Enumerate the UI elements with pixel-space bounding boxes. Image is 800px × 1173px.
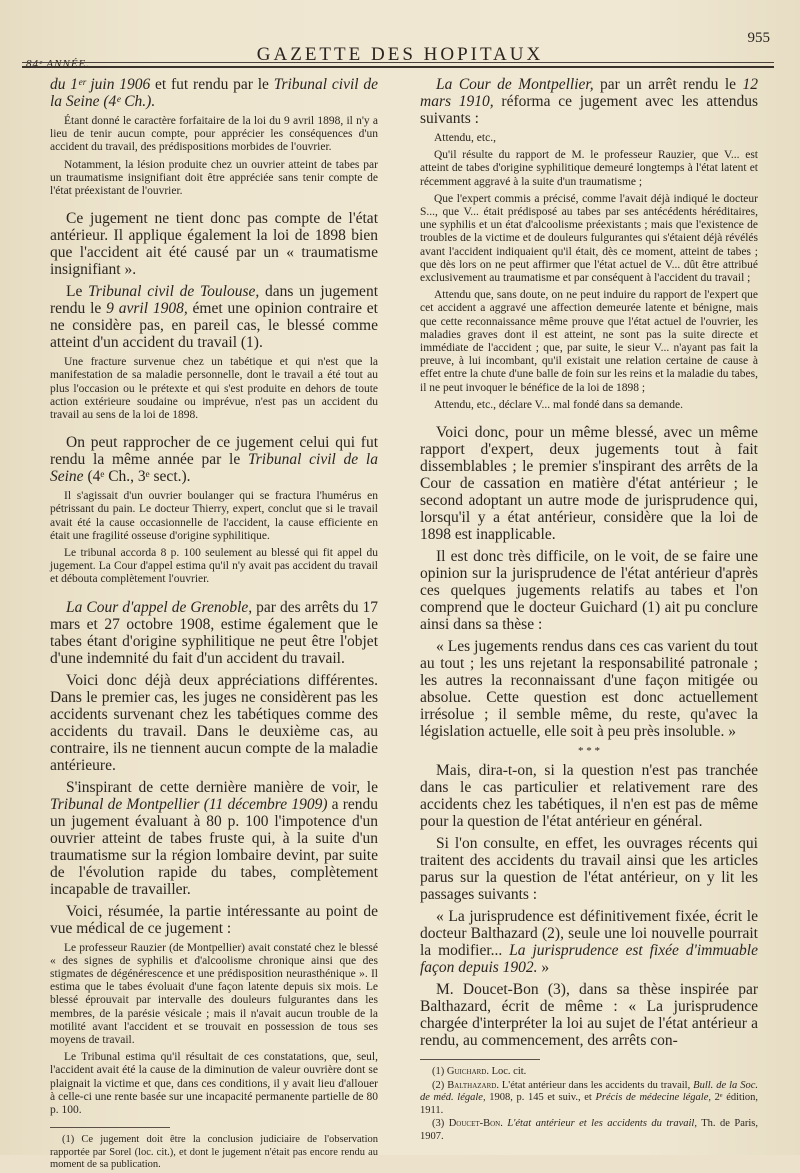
summary-paragraph: Une fracture survenue chez un tabétique et qui n'est que la manifestation de sa maladie personnelle, dont le travail a été tout au plus l'occasion ou le prétexte et qui s'est produite en dehors de toute action extérieure soudaine ou imprévue, n'est pas un accident du travail au sens de la loi de 1898.	[50, 356, 378, 422]
footnote: (2) Balthazard. L'état antérieur dans les accidents du travail, Bull. de la Soc. de méd. légale, 1908, p. 145 et suiv., et Précis de médecine légale, 2ᵉ édition, 1911.	[420, 1079, 759, 1116]
footnote-rule	[50, 1127, 170, 1128]
paragraph: Voici donc déjà deux appréciations différentes. Dans le premier cas, les juges ne considèrent pas les accidents survenant chez les tabétiques comme des accidents du travail. Dans le deuxième cas, au contraire, ils ne tiennent aucun compte de la maladie antérieure.	[50, 671, 378, 774]
court-name: La Cour de Montpellier,	[436, 76, 594, 93]
text-run: L'état antérieur dans les accidents du travail,	[498, 1079, 694, 1091]
text-run: Th. de Paris, 1907.	[420, 1118, 758, 1142]
page-number: 955	[747, 30, 770, 46]
summary-paragraph: Le tribunal accorda 8 p. 100 seulement au blessé qui fit appel du jugement. La Cour d'appel estima qu'il n'y avait pas accident du travail et débouta complètement l'ouvrier.	[50, 547, 378, 586]
summary-paragraph: Étant donné le caractère forfaitaire de la loi du 9 avril 1898, il n'y a lieu de tenir aucun compte, pour apprécier les conséquences d'un accident du travail, des prédispositions morbides de l'ouvrier.	[50, 115, 378, 154]
footnote: (1) Ce jugement doit être la conclusion judiciaire de l'observation rapportée par Sorel (loc. cit.), et dont le jugement n'était pas encore rendu au moment de sa publication.	[50, 1134, 378, 1171]
date-italic: 9 avril 1908,	[106, 300, 188, 318]
text-run: S'inspirant de cette dernière manière de voir, le	[66, 778, 378, 796]
text-run: « La jurisprudence est définitivement fixée, écrit le docteur Balthazard (2), seule une loi nouvelle pourrait la modifier...	[420, 908, 758, 960]
paragraph	[50, 76, 378, 110]
paragraph: Si l'on consulte, en effet, les ouvrages récents qui traitent des accidents du travail ainsi que les articles parus sur la question de l'état antérieur, on y lit les passages suivants :	[420, 835, 758, 904]
court-name: Tribunal civil de Toulouse,	[88, 283, 260, 301]
italic-ref: L'état antérieur et les accidents du travail,	[502, 1118, 697, 1130]
italic-quote: La jurisprudence est fixée d'immuable façon depuis 1902.	[420, 942, 758, 977]
italic-ref: Bull. de la Soc. de méd. légale,	[420, 1079, 758, 1104]
summary-paragraph: Le Tribunal estima qu'il résultait de ces constatations, que, seul, l'accident avait été la cause de la diminution de valeur ouvrière dont se plaignait la victime et que, dans ces conditions, il y avait lieu d'allouer à celle-ci une rente basée sur une incapacité permanente partielle de 80 p. 100.	[50, 1051, 378, 1117]
footnote-rule	[420, 1059, 540, 1060]
summary-paragraph: Que l'expert commis a précisé, comme l'avait déjà indiqué le docteur S..., que V... était prédisposé au tabes par ses antécédents héréditaires, une syphilis et un état d'alcoolisme préexistants ; mais que l'existence de troubles de la victime et de douleurs fulgurantes qui s'étaient déjà révélés avant l'accident indiquaient qu'il était, dès ce moment, atteint de tabes ; que dès lors on ne peut affirmer que l'état actuel de V... dût être attribué exclusivement au traumatisme et par conséquent à l'accident du travail ;	[420, 192, 758, 285]
left-column	[50, 76, 378, 1173]
summary-paragraph: Notamment, la lésion produite chez un ouvrier atteint de tabes par un traumatisme insignifiant doit être appréciée sans tenir compte de l'état préexistant de l'ouvrier.	[50, 158, 378, 198]
text-run: a rendu un jugement évaluant à 80 p. 100 l'impotence d'un ouvrier atteint de tabes fruste qui, à la suite d'un traumatisme sur la région lombaire devint, par suite de l'évolution rapide du tabes, complètement incapable de travailler.	[50, 795, 379, 898]
footnote: (3) Doucet-Bon. L'état antérieur et les accidents du travail, Th. de Paris, 1907.	[420, 1118, 758, 1142]
quotation-paragraph: « Les jugements rendus dans ces cas varient du tout au tout ; les uns rejetant la responsabilité patronale ; les autres la reconnaissant d'une façon mitigée ou absolue. Cette question est donc actuellement irrésolue ; il semble même, du reste, qu'avec la législation actuelle, elle soit à peu près insoluble. »	[420, 638, 758, 741]
header-rule-thick	[22, 66, 774, 68]
paragraph: Il est donc très difficile, on le voit, de se faire une opinion sur la jurisprudence de l'état antérieur d'après ces quelques jugements relatifs au tabes et l'on comprend que le docteur Guichard (1) ait pu conclure ainsi dans sa thèse :	[420, 548, 758, 634]
court-name: Tribunal civil de la Seine (4ᵉ Ch.).	[50, 76, 378, 110]
text-run: 2ᵉ édition, 1911.	[420, 1092, 759, 1116]
author-name: Doucet-Bon.	[448, 1118, 503, 1130]
right-column	[420, 76, 758, 1144]
summary-paragraph: Le professeur Rauzier (de Montpellier) avait constaté chez le blessé « des signes de syphilis et d'alcoolisme chronique ainsi que des stigmates de dégénérescence et une prédisposition neurasthénique ». Il estima que le tabes évoluait d'une façon latente depuis six mois. Le blessé éprouvait par intervalle des douleurs fulgurantes dans les membres, de la parésie vésicale ; mais il n'avait aucun trouble de la motilité avant l'accident et se trouvait en possession de tous ses moyens de travail.	[50, 941, 378, 1047]
header-rule-thin	[22, 62, 774, 63]
footnote: (1) Guichard. Loc. cit.	[432, 1066, 527, 1078]
paragraph	[50, 283, 378, 351]
text-run: par un arrêt rendu le	[593, 76, 743, 93]
summary-paragraph: Attendu que, sans doute, on ne peut induire du rapport de l'expert que cet accident a aggravé une affection demeurée latente et bénigne, mais que cette reconnaissance même prouve que l'état actuel de l'ouvrier, les maladies graves dont il est atteint, ne sont pas la suite directe et immédiate de l'accident ; que, par suite, le sieur V... n'ayant pas fait la preuve, à lui incombant, qu'il existait une relation certaine de cause à effet entre la chute d'une balle de foin sur les reins et la maladie du tabes, il ne peut invoquer le bénéfice de la loi de 1898 ;	[420, 289, 758, 394]
paragraph: M. Doucet-Bon (3), dans sa thèse inspirée par Balthazard, écrit de même : « La jurisprudence chargée d'interpréter la loi au sujet de l'état antérieur a rendu, au commencement, des arrêts con-	[420, 981, 758, 1050]
paragraph: Ce jugement ne tient donc pas compte de l'état antérieur. Il applique également la loi de 1898 bien que l'accident ait été causé par un « traumatisme insignifiant ».	[50, 210, 378, 279]
journal-title: GAZETTE DES HOPITAUX	[256, 44, 544, 65]
paragraph	[420, 76, 758, 127]
page-header	[0, 26, 800, 70]
year-label: 84ᵉ ANNÉE.	[26, 58, 91, 70]
court-name: Tribunal de Montpellier	[50, 795, 200, 813]
quotation-paragraph	[420, 908, 758, 976]
paragraph: Voici donc, pour un même blessé, avec un même rapport d'expert, deux jugements tout à fait dissemblables ; le premier s'inspirant des arrêts de la Cour de cassation en matière d'état antérieur ; le second adoptant un autre mode de jurisprudence qui, lorsqu'il y a état antérieur, considère que la loi de 1898 est inapplicable.	[420, 424, 758, 544]
date-italic: du 1ᵉʳ juin 1906	[50, 76, 151, 93]
summary-paragraph: Attendu, etc.,	[434, 132, 496, 144]
author-name: Balthazard.	[447, 1079, 499, 1091]
text-run: émet une opinion contraire et ne considère pas, en pareil cas, le blessé comme atteint d'un accident du travail (1).	[50, 300, 378, 352]
paragraph	[50, 599, 378, 667]
summary-paragraph: Qu'il résulte du rapport de M. le professeur Rauzier, que V... est atteint de tabes d'origine syphilitique demeuré longtemps à l'état latent et récemment aggravé à la suite d'un traumatisme ;	[420, 149, 758, 188]
court-name: La Cour d'appel de Grenoble,	[66, 598, 253, 616]
text-run: et fut rendu par le	[150, 76, 274, 93]
text-run: Loc. cit.	[488, 1066, 527, 1078]
summary-paragraph: Attendu, etc., déclare V... mal fondé dans sa demande.	[434, 398, 683, 411]
text-run: 1908, p. 145 et suiv., et	[485, 1092, 596, 1104]
paragraph: Mais, dira-t-on, si la question n'est pas tranchée dans le cas particulier et relativement rare des accidents chez les tabétiques, il n'en est pas de même pour la question de l'état antérieur en général.	[420, 762, 758, 831]
paragraph: Voici, résumée, la partie intéressante au point de vue médical de ce jugement :	[50, 902, 378, 937]
summary-paragraph: Il s'agissait d'un ouvrier boulanger qui se fractura l'humérus en pétrissant du pain. Le docteur Thierry, expert, conclut que si le travail avait été la cause occasionnelle de l'accident, la cause efficiente en était une fragilité osseuse d'origine syphilitique.	[50, 490, 378, 542]
text-run: Le	[66, 283, 89, 301]
paragraph	[50, 779, 378, 898]
italic-ref: Précis de médecine légale,	[595, 1092, 712, 1104]
text-run: On peut rapprocher de ce jugement celui qui fut rendu la même année par le	[50, 434, 378, 469]
author-name: Guichard.	[446, 1066, 489, 1078]
text-run: (4ᵉ Ch., 3ᵉ sect.).	[83, 468, 191, 486]
date-italic: 12 mars 1910,	[420, 76, 758, 110]
text-run: dans un jugement rendu le	[50, 283, 378, 318]
paragraph	[50, 434, 378, 485]
text-run: »	[537, 959, 550, 977]
date-italic: (11 décembre 1909)	[199, 795, 328, 813]
text-run: par des arrêts du 17 mars et 27 octobre 1908, estime également que le tabes étant d'origine syphilitique ne peut être l'objet d'une indemnité du fait d'un accident du travail.	[50, 598, 378, 667]
section-separator-stars: * * *	[578, 745, 600, 758]
court-name: Tribunal civil de la Seine	[50, 451, 378, 486]
text-run: réforma ce jugement avec les attendus suivants :	[420, 93, 758, 127]
